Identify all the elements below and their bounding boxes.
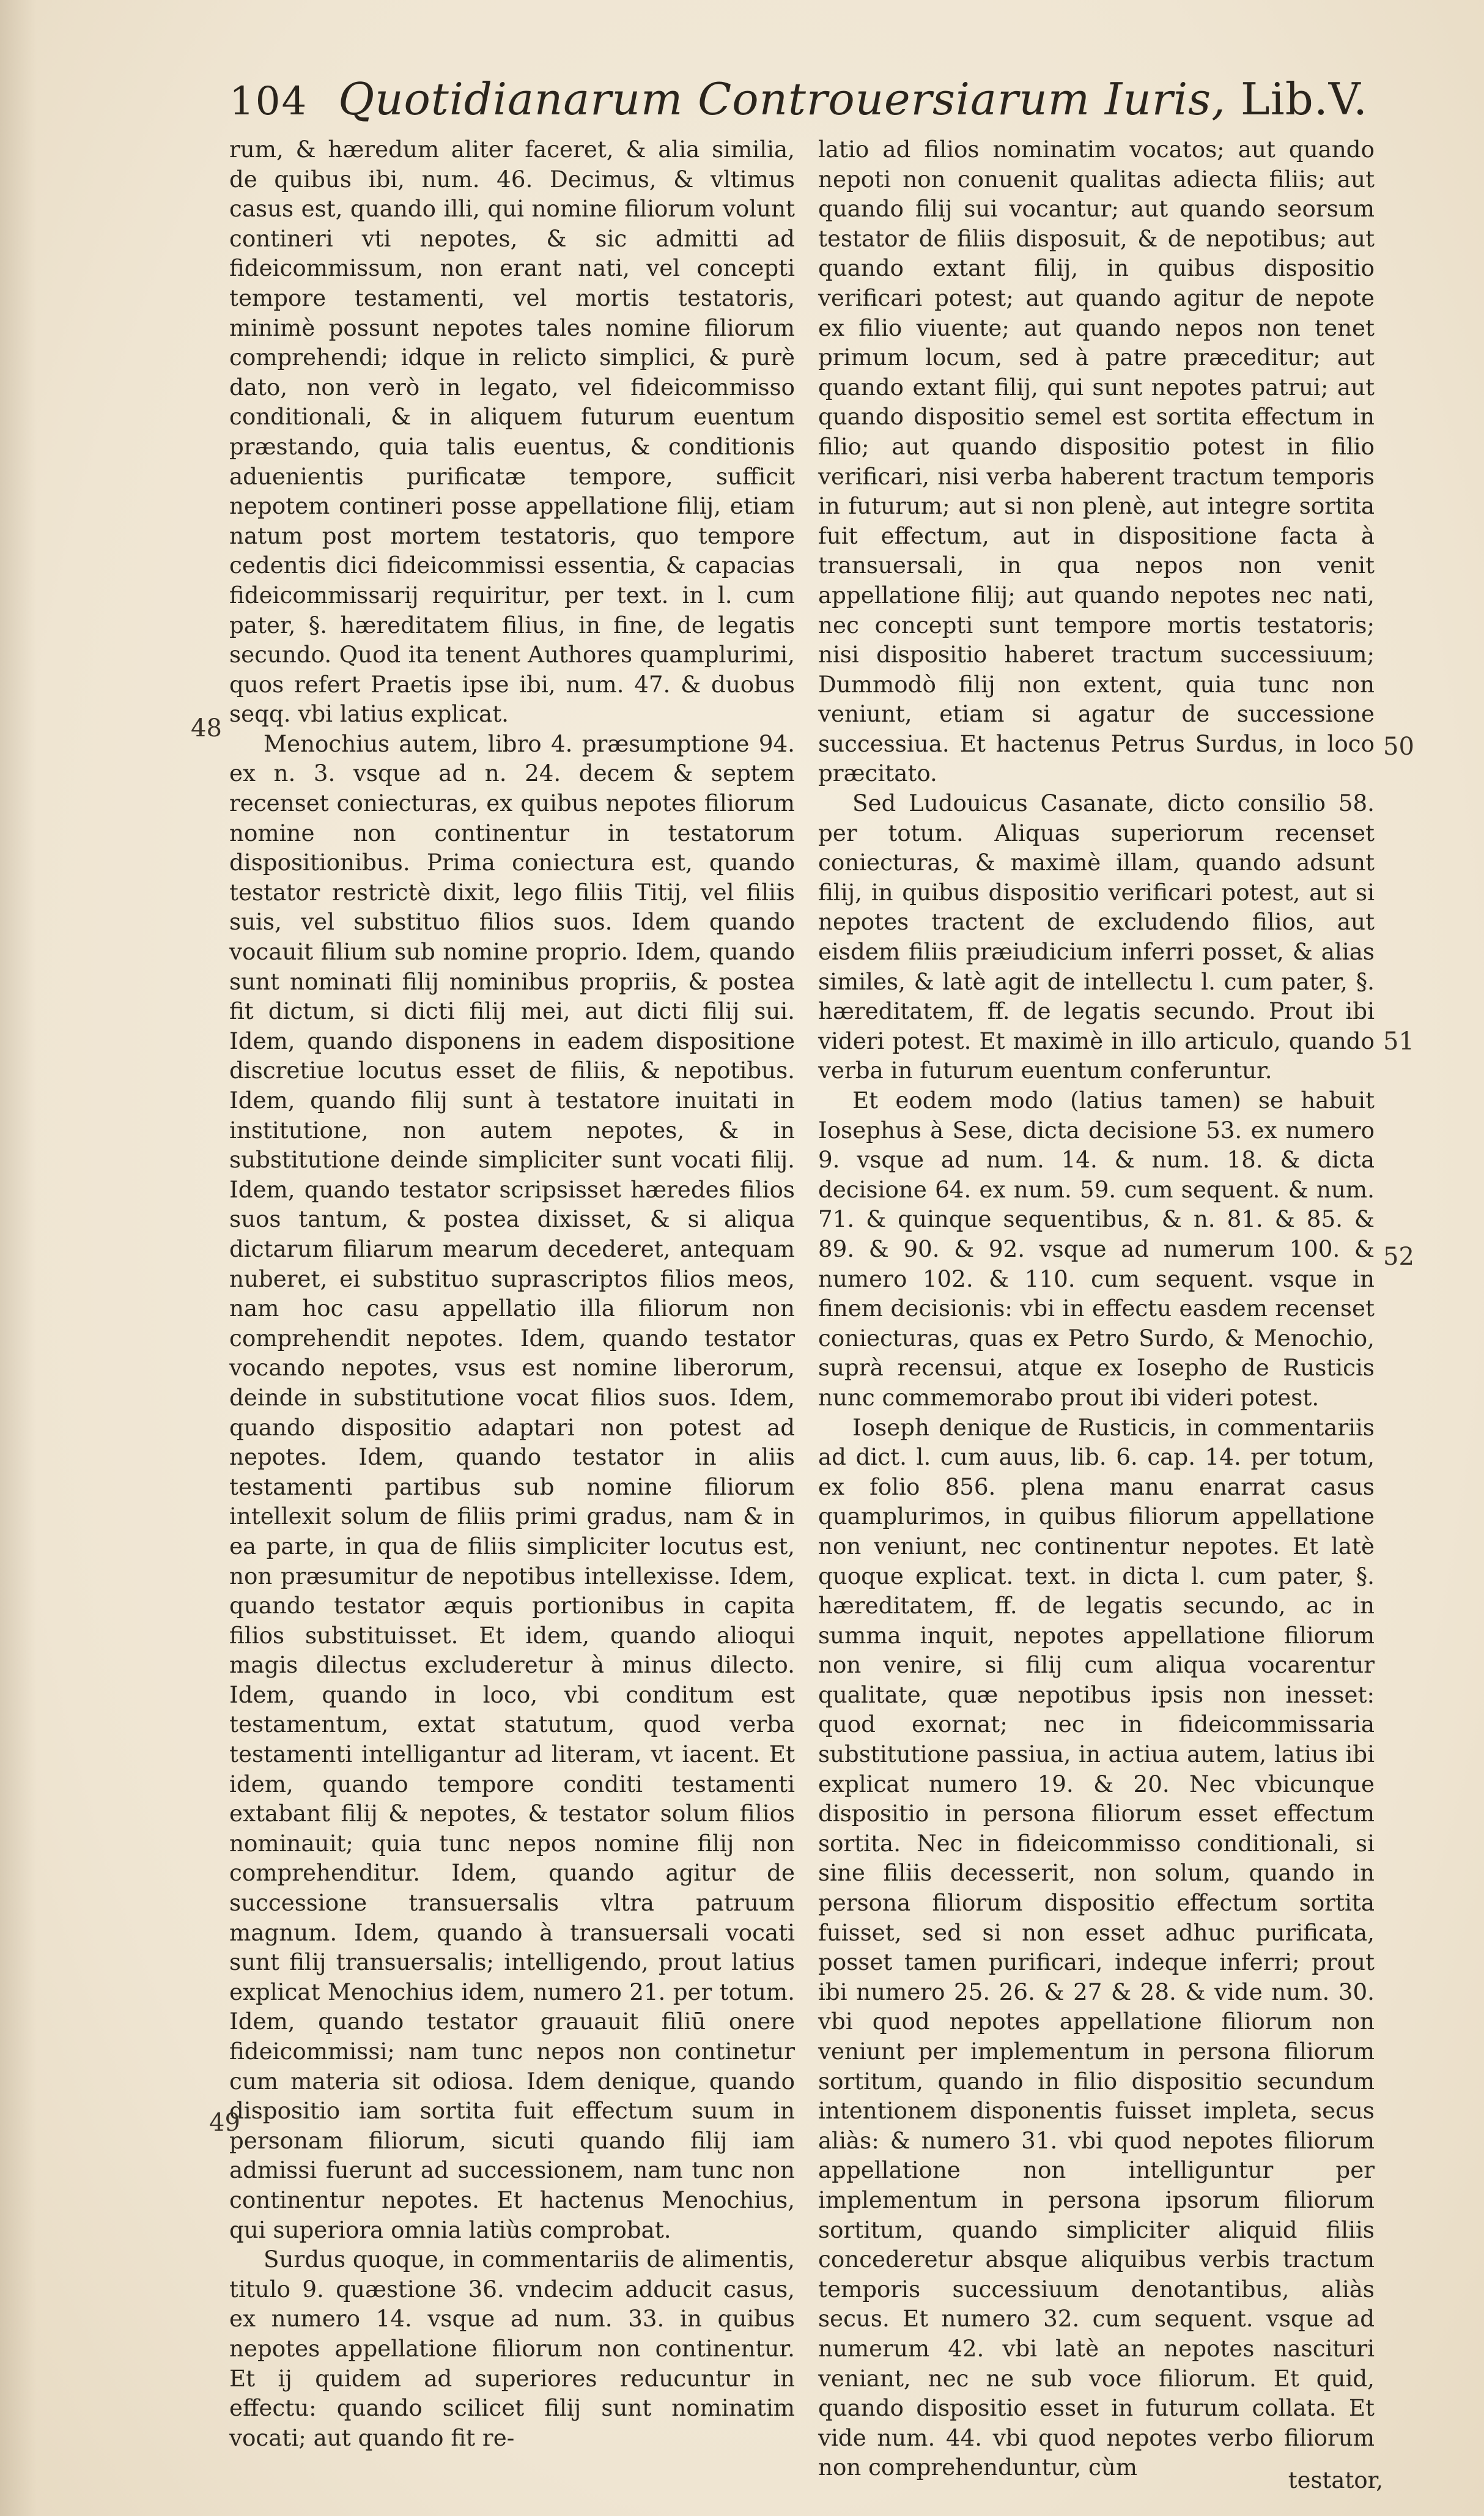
margin-number-52: 52 — [1383, 1243, 1414, 1271]
margin-number-48: 48 — [191, 714, 222, 742]
right-column — [818, 135, 1375, 2482]
margin-number-50: 50 — [1383, 733, 1414, 761]
running-title-text: Quotidianarum Controuersiarum Iuris, — [338, 73, 1227, 125]
left-paragraph-1: rum, & hæredum aliter faceret, & alia similia, de quibus ibi, num. 46. Decimus, & vltimus casus est, quando illi, qui nomine filiorum volunt contineri vti nepotes, & sic admitti ad fideicommissum, non erant nati, vel concepti tempore testamenti, vel mortis testatoris, minimè possunt nepotes tales nomine filiorum comprehendi; idque in relicto simplici, & purè dato, non verò in legato, vel fideicommisso conditionali, & in aliquem futurum euentum præstando, quia talis euentus, & conditionis aduenientis purificatæ tempore, sufficit nepotem contineri posse appellatione filij, etiam natum post mortem testatoris, quo tempore cedentis dici fideicommissi essentia, & capacias fideicommissarij requiritur, per text. in l. cum pater, §. hæreditatem filius, in fine, de legatis secundo. Quod ita tenent Authores quamplurimi, quos refert Praetis ipse ibi, num. 47. & duobus seqq. vbi latius explicat. — [229, 136, 795, 728]
running-title — [338, 73, 1368, 125]
right-paragraph-2: Sed Ludouicus Casanate, dicto consilio 58. per totum. Aliquas superiorum recenset coniecturas, & maximè illam, quando adsunt filij, in quibus dispositio verificari potest, aut si nepotes tractent de excludendo filios, aut eisdem filiis præiudicium inferri posset, & alias similes, & latè agit de intellectu l. cum pater, §. hæreditatem, ff. de legatis secundo. Prout ibi videri potest. Et maximè in illo articulo, quando verba in futurum euentum conferuntur. — [818, 790, 1375, 1084]
left-paragraph-2: Menochius autem, libro 4. præsumptione 94. ex n. 3. vsque ad n. 24. decem & septem recenset coniecturas, ex quibus nepotes filiorum nomine non continentur in testatorum dispositionibus. Prima coniectura est, quando testator restrictè dixit, lego filiis Titij, vel filiis suis, vel substituo filios suos. Idem quando vocauit filium sub nomine proprio. Idem, quando sunt nominati filij nominibus propriis, & postea fit dictum, si dicti filij mei, aut dicti filij sui. Idem, quando disponens in eadem dispositione discretiue locutus esset de filiis, & nepotibus. Idem, quando filij sunt à testatore inuitati in institutione, non autem nepotes, & in substitutione deinde simpliciter sunt vocati filij. Idem, quando testator scripsisset hæredes filios suos tantum, & postea dixisset, & si aliqua dictarum filiarum mearum decederet, antequam nuberet, ei substituo suprascriptos filios meos, nam hoc casu appellatio illa filiorum non comprehendit nepotes. Idem, quando testator vocando nepotes, vsus est nomine liberorum, deinde in substitutione vocat filios suos. Idem, quando dispositio adaptari non potest ad nepotes. Idem, quando testator in aliis testamenti partibus sub nomine filiorum intellexit solum de filiis primi gradus, nam & in ea parte, in qua de filiis simpliciter locutus est, non præsumitur de nepotibus intellexisse. Idem, quando testator æquis portionibus in capita filios substituisset. Et idem, quando alioqui magis dilectus excluderetur à minus dilecto. Idem, quando in loco, vbi conditum est testamentum, extat statutum, quod verba testamenti intelligantur ad literam, vt iacent. Et idem, quando tempore conditi testamenti extabant filij & nepotes, & testator solum filios nominauit; quia tunc nepos nomine filij non comprehenditur. Idem, quando agitur de successione transuersalis vltra patruum magnum. Idem, quando à transuersali vocati sunt filij transuersalis; intelligendo, prout latius explicat Menochius idem, numero 21. per totum. Idem, quando testator grauauit filiū onere fideicommissi; nam tunc nepos non continetur cum materia sit odiosa. Idem denique, quando dispositio iam sortita fuit effectum suum in personam filiorum, sicuti quando filij iam admissi fuerunt ad successionem, nam tunc non continentur nepotes. Et hactenus Menochius, qui superiora omnia latiùs comprobat. — [229, 730, 795, 2243]
page-header — [229, 73, 1391, 141]
margin-number-51: 51 — [1383, 1027, 1414, 1056]
page-number: 104 — [229, 79, 308, 124]
book-number: Lib.V. — [1240, 73, 1368, 125]
right-paragraph-1: latio ad filios nominatim vocatos; aut quando nepoti non conuenit qualitas adiecta filiis; aut quando filij sui vocantur; aut quando seorsum testator de filiis disposuit, & de nepotibus; aut quando extant filij, in quibus dispositio verificari potest; aut quando agitur de nepote ex filio viuente; aut quando nepos non tenet primum locum, sed à patre præceditur; aut quando extant filij, qui sunt nepotes patrui; aut quando dispositio semel est sortita effectum in filio; aut quando dispositio potest in filio verificari, nisi verba haberent tractum temporis in futurum; aut si non plenè, aut integre sortita fuit effectum, aut in dispositione facta à transuersali, in qua nepos non venit appellatione filij; aut quando nepotes nec nati, nec concepti sunt tempore mortis testatoris; nisi dispositio haberet tractum successiuum; Dummodò filij non extent, quia tunc non veniunt, etiam si agatur de successione successiua. Et hactenus Petrus Surdus, in loco præcitato. — [818, 136, 1375, 787]
gutter-shadow — [0, 0, 37, 2516]
catchword: testator, — [1288, 2467, 1383, 2493]
left-column — [229, 135, 795, 2452]
margin-number-49: 49 — [209, 2109, 240, 2137]
right-paragraph-3: Et eodem modo (latius tamen) se habuit Iosephus à Sese, dicta decisione 53. ex numero 9. vsque ad num. 14. & num. 18. & dicta decisione 64. ex num. 59. cum sequent. & num. 71. & quinque sequentibus, & n. 81. & 85. & 89. & 90. & 92. vsque ad numerum 100. & numero 102. & 110. cum sequent. vsque in finem decisionis: vbi in effectu easdem recenset coniecturas, quas ex Petro Surdo, & Menochio, suprà recensui, atque ex Iosepho de Rusticis nunc commemorabo prout ibi videri potest. — [818, 1087, 1375, 1411]
left-paragraph-3: Surdus quoque, in commentariis de alimentis, titulo 9. quæstione 36. vndecim adducit casus, ex numero 14. vsque ad num. 33. in quibus nepotes appellatione filiorum non continentur. Et ij quidem ad superiores reducuntur in effectu: quando scilicet filij sunt nominatim vocati; aut quando fit re- — [229, 2246, 795, 2451]
right-paragraph-4: Ioseph denique de Rusticis, in commentariis ad dict. l. cum auus, lib. 6. cap. 14. per totum, ex folio 856. plena manu enarrat casus quamplurimos, in quibus filiorum appellatione non veniunt, nec continentur nepotes. Et latè quoque explicat. text. in dicta l. cum pater, §. hæreditatem, ff. de legatis secundo, ac in summa inquit, nepotes appellatione filiorum non venire, si filij cum aliqua vocarentur qualitate, quæ nepotibus ipsis non inesset: quod exornat; nec in fideicommissaria substitutione passiua, in actiua autem, latius ibi explicat numero 19. & 20. Nec vbicunque dispositio in persona filiorum esset effectum sortita. Nec in fideicommisso conditionali, si sine filiis decesserit, non solum, quando in persona filiorum dispositio effectum sortita fuisset, sed si non esset adhuc purificata, posset tamen purificari, indeque inferri; prout ibi numero 25. 26. & 27 & 28. & vide num. 30. vbi quod nepotes appellatione filiorum non veniunt per implementum in persona filiorum sortitum, quando in filio dispositio secundum intentionem disponentis fuisset impleta, secus aliàs: & numero 31. vbi quod nepotes filiorum appellatione non intelliguntur per implementum in persona ipsorum filiorum sortitum, quando simpliciter aliquid filiis concederetur absque aliquibus verbis tractum temporis successiuum denotantibus, aliàs secus. Et numero 32. cum sequent. vsque ad numerum 42. vbi latè an nepotes nascituri veniant, nec ne sub voce filiorum. Et quid, quando dispositio esset in futurum collata. Et vide num. 44. vbi quod nepotes verbo filiorum non comprehenduntur, cùm — [818, 1413, 1375, 2481]
